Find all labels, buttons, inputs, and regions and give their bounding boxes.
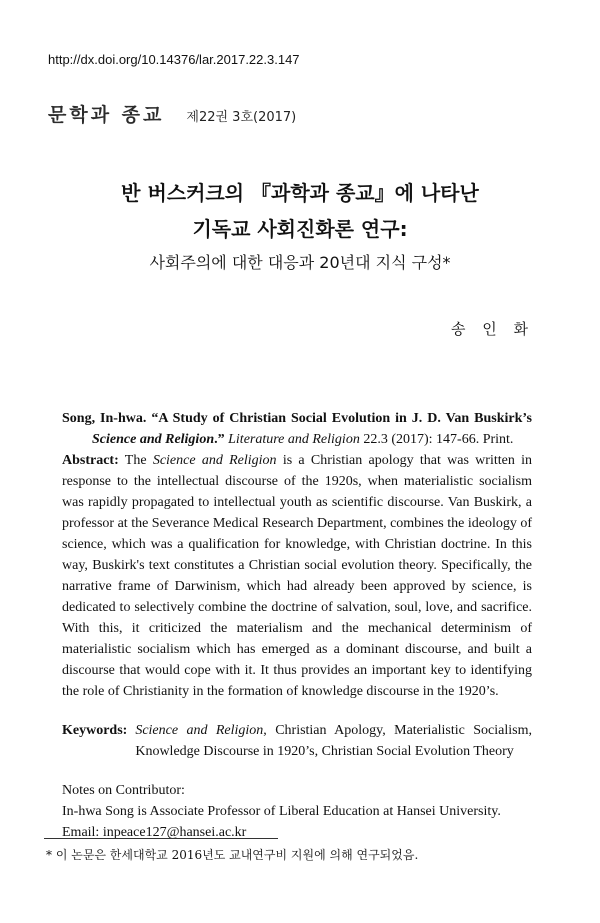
keyword-first: Science and Religion [135, 723, 264, 738]
notes-email[interactable]: Email: inpeace127@hansei.ac.kr [62, 825, 247, 840]
abstract-body: is a Christian apology that was written in response to the intellectual discourse of the 1920s, when materialistic socialism was rapidly propagated to intellectual youth as scientific discourse. Van Buskirk, a professor at the Severance Medical Research Department, combines the ideology of science, which was a qualification for knowledge, with Christian doctrine. In this way, Buskirk's text constitutes a Christian social evolution theory. Specifically, the narrative frame of Darwinism, which had already been approved by science, is dedicated to selectively combine the doctrine of salvation, soul, love, and sacrifice. With this, it criticized the materialism and the mechanical determinism of materialistic socialism which has emerged as a dominant discourse, and built a discourse that would cope with it. It thus provides an important key to identifying the role of Christianity in the formation of knowledge discourse in the 1920’s. [62, 453, 532, 699]
keywords-label: Keywords: [62, 723, 128, 738]
title-line-1: 반 버스커크의 『과학과 종교』에 나타난 [121, 181, 479, 205]
journal-logo: 문학과 종교 [48, 104, 165, 126]
abstract-section [62, 408, 532, 843]
citation-title-end: .” [214, 432, 225, 447]
author-name: 송 인 화 [450, 320, 534, 338]
journal-header [48, 100, 296, 127]
notes-heading: Notes on Contributor: [62, 783, 185, 798]
abstract-label: Abstract: [62, 453, 119, 468]
title-line-2: 기독교 사회진화론 연구: [192, 217, 408, 241]
abstract-book-title: Science and Religion [152, 453, 277, 468]
contributor-notes [62, 780, 532, 843]
citation-book-title: Science and Religion [92, 432, 215, 447]
keywords-text [127, 720, 532, 762]
issue-label: 제22권 3호(2017) [186, 110, 297, 125]
keywords-rest: , Christian Apology, Materialistic Socialism, Knowledge Discourse in 1920’s, Christian Social Evolution Theory [135, 723, 532, 759]
citation-details: 22.3 (2017): 147-66. Print. [359, 432, 514, 447]
footnote-divider [44, 838, 278, 839]
abstract [62, 450, 532, 702]
abstract-pre: The [118, 453, 153, 468]
paper-subtitle: 사회주의에 대한 대응과 20년대 지식 구성* [149, 253, 451, 272]
paper-title [0, 175, 600, 277]
citation [62, 408, 532, 450]
citation-journal: Literature and Religion [228, 432, 360, 447]
footnote: * 이 논문은 한세대학교 2016년도 교내연구비 지원에 의해 연구되었음. [46, 848, 419, 862]
keywords [62, 720, 532, 762]
notes-affiliation: In-hwa Song is Associate Professor of Liberal Education at Hansei University. [62, 804, 501, 819]
doi-link[interactable]: http://dx.doi.org/10.14376/lar.2017.22.3.147 [48, 52, 300, 67]
citation-author: Song, In-hwa. “A Study of Christian Social Evolution in J. D. Van Buskirk’s [62, 411, 532, 426]
